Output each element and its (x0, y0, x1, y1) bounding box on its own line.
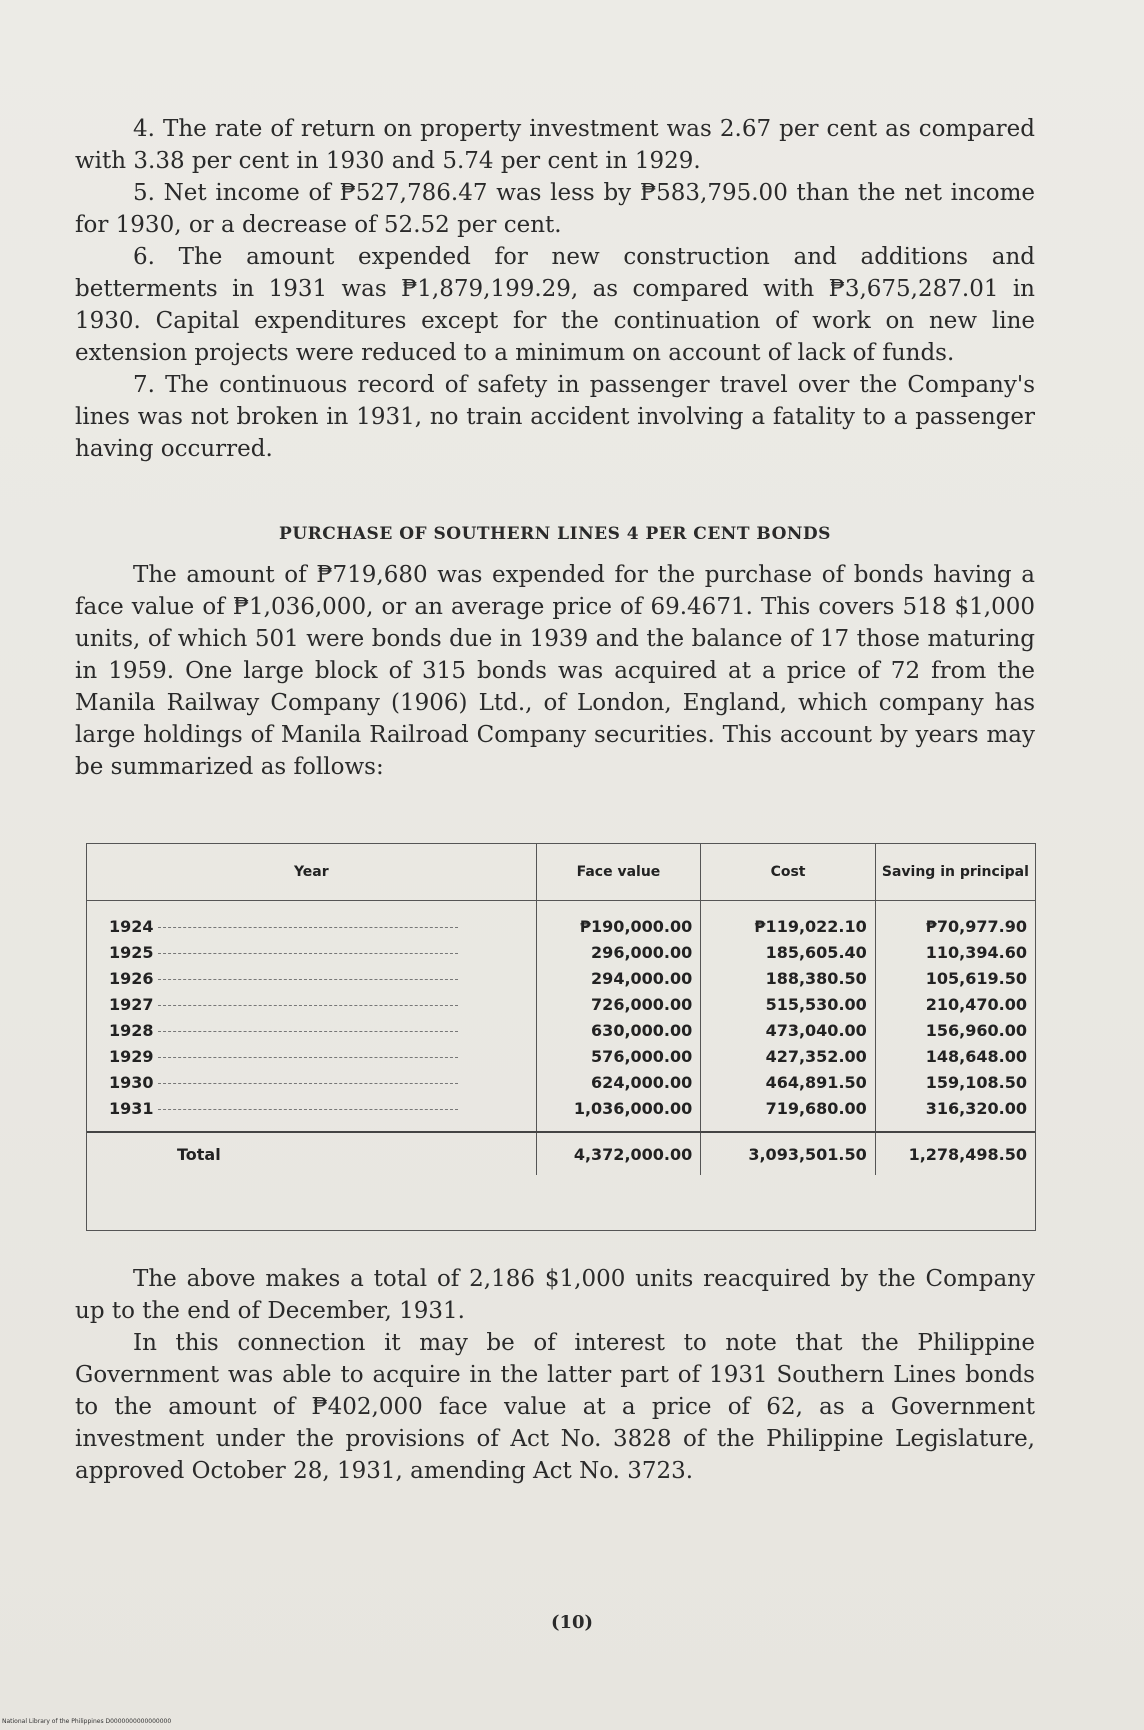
row-face: 624,000.00 (536, 1069, 701, 1095)
row-cost: 185,605.40 (701, 939, 876, 965)
bond-purchase-table (86, 843, 1036, 1231)
total-saving: 1,278,498.50 (875, 1132, 1035, 1175)
total-face: 4,372,000.00 (536, 1132, 701, 1175)
row-year: 1929 (109, 1046, 154, 1066)
row-cost: 719,680.00 (701, 1095, 876, 1132)
footer-stamp: National Library of the Philippines D0000000000000000 (2, 1718, 172, 1725)
row-face: 296,000.00 (536, 939, 701, 965)
total-cost: 3,093,501.50 (701, 1132, 876, 1175)
paragraph-5: 5. Net income of ₱527,786.47 was less by ₱583,795.00 than the net income for 1930, or a decrease of 52.52 per cent. (75, 180, 1035, 238)
row-year: 1924 (109, 916, 154, 936)
table-header-row (87, 844, 1035, 901)
row-saving: 159,108.50 (925, 1072, 1027, 1092)
paragraph-6: 6. The amount expended for new construction and additions and betterments in 1931 was ₱1,879,199.29, as compared with ₱3,675,287.01 in 1930. Capital expenditures except for the continuation of work on new line extension projects were reduced to a minimum on account of lack of funds. (75, 244, 1035, 366)
row-face: 1,036,000.00 (536, 1095, 701, 1132)
table-row (87, 1017, 1035, 1043)
table-row (87, 901, 1035, 940)
row-cost: 515,530.00 (701, 991, 876, 1017)
paragraph-7: 7. The continuous record of safety in passenger travel over the Company's lines was not broken in 1931, no train accident involving a fatality to a passenger having occurred. (75, 372, 1035, 462)
row-year: 1931 (109, 1098, 154, 1118)
row-year: 1925 (109, 942, 154, 962)
row-cost: ₱119,022.10 (701, 901, 876, 940)
header-face-value: Face value (536, 844, 701, 901)
row-face: 726,000.00 (536, 991, 701, 1017)
section-heading: PURCHASE OF SOUTHERN LINES 4 PER CENT BONDS (279, 524, 831, 544)
section-body (75, 559, 1035, 783)
table-row (87, 1043, 1035, 1069)
row-face: 630,000.00 (536, 1017, 701, 1043)
row-face: 294,000.00 (536, 965, 701, 991)
row-cost: 188,380.50 (701, 965, 876, 991)
row-saving: 156,960.00 (925, 1020, 1027, 1040)
row-saving: 210,470.00 (925, 994, 1027, 1014)
bottom-paragraphs (75, 1263, 1035, 1487)
row-saving: ₱70,977.90 (925, 916, 1027, 936)
government-paragraph: In this connection it may be of interest to note that the Philippine Government was able to acquire in the latter part of 1931 Southern Lines bonds to the amount of ₱402,000 face value at a price of 62, as a Government investment under the provisions of Act No. 3828 of the Philippine Legislature, approved October 28, 1931, amending Act No. 3723. (75, 1330, 1035, 1484)
row-saving: 105,619.50 (925, 968, 1027, 988)
row-cost: 464,891.50 (701, 1069, 876, 1095)
table-row (87, 991, 1035, 1017)
row-cost: 473,040.00 (701, 1017, 876, 1043)
row-saving: 316,320.00 (925, 1098, 1027, 1118)
row-year: 1927 (109, 994, 154, 1014)
paragraph-4: 4. The rate of return on property investment was 2.67 per cent as compared with 3.38 per cent in 1930 and 5.74 per cent in 1929. (75, 116, 1035, 174)
table-row (87, 965, 1035, 991)
row-cost: 427,352.00 (701, 1043, 876, 1069)
section-paragraph: The amount of ₱719,680 was expended for the purchase of bonds having a face value of ₱1,036,000, or an average price of 69.4671. This covers 518 $1,000 units, of which 501 were bonds due in 1939 and the balance of 17 those maturing in 1959. One large block of 315 bonds was acquired at a price of 72 from the Manila Railway Company (1906) Ltd., of London, England, which company has large holdings of Manila Railroad Company securities. This account by years may be summarized as follows: (75, 562, 1035, 780)
row-saving: 110,394.60 (925, 942, 1027, 962)
table-row (87, 939, 1035, 965)
row-face: ₱190,000.00 (536, 901, 701, 940)
table-row (87, 1095, 1035, 1132)
total-label: Total (87, 1132, 536, 1175)
summary-paragraph: The above makes a total of 2,186 $1,000 units reacquired by the Company up to the end of December, 1931. (75, 1266, 1035, 1324)
row-face: 576,000.00 (536, 1043, 701, 1069)
header-saving: Saving in principal (875, 844, 1035, 901)
row-saving: 148,648.00 (925, 1046, 1027, 1066)
table-row (87, 1069, 1035, 1095)
row-year: 1928 (109, 1020, 154, 1040)
page-number: (10) (550, 1612, 594, 1633)
header-cost: Cost (701, 844, 876, 901)
row-year: 1930 (109, 1072, 154, 1092)
table-total-row (87, 1132, 1035, 1175)
header-year: Year (87, 844, 536, 901)
row-year: 1926 (109, 968, 154, 988)
top-paragraphs (75, 113, 1035, 465)
